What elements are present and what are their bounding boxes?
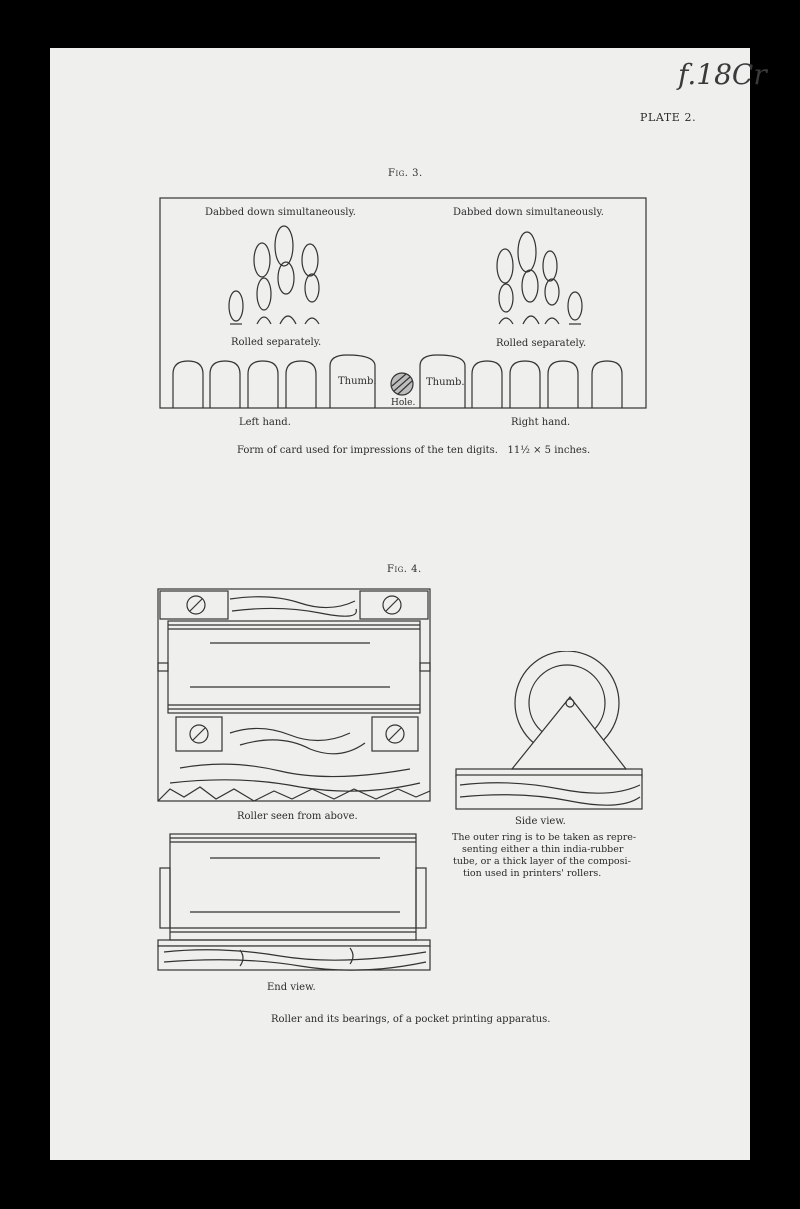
hole-label: Hole. xyxy=(391,398,416,408)
handwritten-mark: f.18Cr xyxy=(678,58,767,91)
rolled-left-label: Rolled separately. xyxy=(231,337,322,348)
end-view-label: End view. xyxy=(267,982,316,993)
fig3-caption-size: 11½ × 5 inches. xyxy=(507,445,591,456)
side-note-2: senting either a thin india-rubber xyxy=(462,844,624,855)
thumb-right-label: Thumb. xyxy=(426,377,465,388)
roller-above-label: Roller seen from above. xyxy=(237,811,358,822)
side-note-4: tion used in printers' rollers. xyxy=(463,868,602,879)
thumb-left-label: Thumb. xyxy=(338,376,377,387)
roller-above-drawing xyxy=(150,583,440,808)
fig3-caption xyxy=(237,445,590,456)
fig4-caption: Roller and its bearings, of a pocket printing apparatus. xyxy=(271,1014,551,1025)
left-hand-label: Left hand. xyxy=(239,417,291,428)
side-view-drawing xyxy=(450,651,650,811)
side-view-label: Side view. xyxy=(515,816,566,827)
left-dabbed-prints xyxy=(229,226,319,324)
fig3-caption-main: Form of card used for impressions of the ten digits. xyxy=(237,445,498,456)
plate-label: PLATE 2. xyxy=(640,111,697,124)
fig3-label: Fig. 3. xyxy=(388,168,423,179)
dabbed-right-label: Dabbed down simultaneously. xyxy=(453,207,604,218)
rolled-right-label: Rolled separately. xyxy=(496,338,587,349)
dabbed-left-label: Dabbed down simultaneously. xyxy=(205,207,356,218)
right-dabbed-prints xyxy=(497,232,582,324)
plate-page xyxy=(50,48,767,1160)
side-note-1: The outer ring is to be taken as repre- xyxy=(452,832,637,843)
right-hand-label: Right hand. xyxy=(511,417,571,428)
end-view-drawing xyxy=(150,828,440,978)
fingerprint-card-diagram xyxy=(50,188,750,428)
fig4-label: Fig. 4. xyxy=(387,564,422,575)
side-note-3: tube, or a thick layer of the composi- xyxy=(453,856,631,867)
